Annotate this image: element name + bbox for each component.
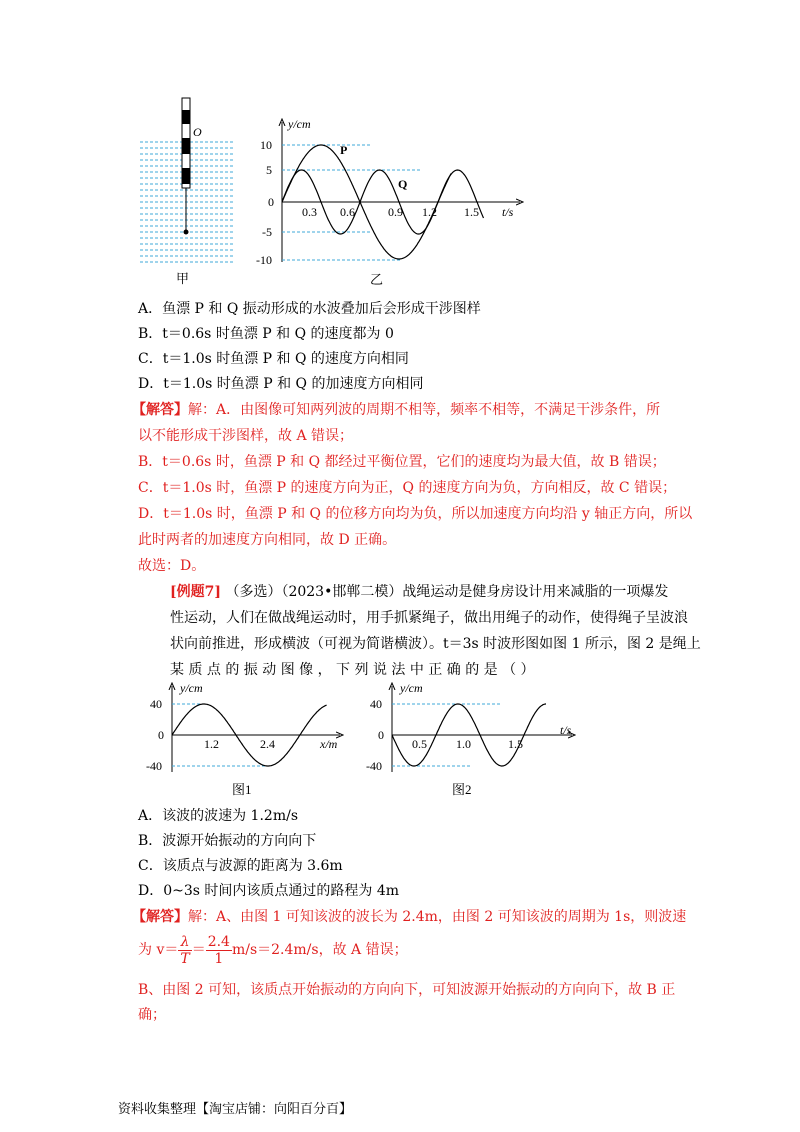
example7-text-1: （多选）（2023•邯郸二模）战绳运动是健身房设计用来减脂的一项爆发 (225, 584, 669, 600)
fig2-caption: 图2 (452, 782, 472, 797)
y-tick-neg5: -5 (262, 225, 272, 239)
y-tick-10: 10 (260, 138, 272, 152)
fig2-axis-t-label: t/s (560, 723, 572, 737)
y-tick-0: 0 (268, 195, 274, 209)
fig1-x-tick-1.2: 1.2 (204, 737, 219, 751)
fig1-y-tick-0: 0 (158, 728, 164, 742)
answer-1-line-4: C．t＝1.0s 时，鱼漂 P 的速度方向为正，Q 的速度方向为负，方向相反，故 C 错误； (138, 480, 677, 496)
label-q: Q (398, 177, 408, 191)
figure-jia-label: 甲 (176, 271, 190, 286)
option-2b: B．波源开始振动的方向向下 (138, 833, 317, 849)
answer-1-tag: 【解答】 (132, 402, 188, 418)
fig2-t-tick-1.0: 1.0 (456, 737, 471, 751)
example7-line-1 (170, 582, 668, 602)
fig1-axis-x-label: x/m (320, 737, 338, 751)
answer-2-line-2 (138, 932, 408, 968)
fig1-y-tick-neg40: -40 (146, 759, 162, 773)
fig2-y-tick-0: 0 (378, 728, 384, 742)
figure-2 (360, 678, 590, 800)
t-tick-0.9: 0.9 (388, 205, 403, 219)
answer-1-line-3: B．t＝0.6s 时，鱼漂 P 和 Q 都经过平衡位置，它们的速度均为最大值，故 B 错误； (138, 454, 666, 470)
float-icon (182, 98, 190, 235)
answer-1-line-7: 故选：D。 (138, 558, 206, 574)
fig2-y-tick-neg40: -40 (366, 759, 382, 773)
y-tick-neg10: -10 (256, 253, 272, 267)
frac2-num: 2.4 (207, 933, 230, 950)
t-tick-1.5: 1.5 (464, 205, 479, 219)
option-1c: C．t＝1.0s 时鱼漂 P 和 Q 的速度方向相同 (138, 351, 409, 367)
figure-jia (138, 96, 238, 286)
answer-2-v-suffix: m/s＝2.4m/s，故 A 错误； (231, 942, 408, 958)
axis-y-label: y/cm (288, 117, 311, 131)
fig1-axis-y-label: y/cm (180, 681, 203, 695)
answer-2-v-prefix: 为 v＝ (138, 942, 179, 958)
answer-2-text-1: 解：A、由图 1 可知该波的波长为 2.4m，由图 2 可知该波的周期为 1s，则波速 (188, 909, 687, 925)
fig1-caption: 图1 (232, 782, 252, 797)
figure-yi-label: 乙 (370, 272, 384, 287)
fig1-y-tick-40: 40 (150, 697, 162, 711)
fraction-lambda-over-t (178, 934, 191, 967)
label-p: P (340, 143, 348, 157)
option-2d: D．0~3s 时间内该质点通过的路程为 4m (138, 883, 400, 899)
t-tick-1.2: 1.2 (422, 205, 437, 219)
figure-yi (252, 112, 532, 288)
fig2-t-tick-0.5: 0.5 (412, 737, 427, 751)
example7-line-3: 状向前推进，形成横波（可视为简谐横波）。t＝3s 时波形图如图 1 所示，图 2 是绳上 (170, 636, 701, 652)
answer-2-line-3: B、由图 2 可知，该质点开始振动的方向向下，可知波源开始振动的方向向下，故 B 正 (138, 982, 676, 998)
axis-t-label: t/s (502, 205, 514, 219)
t-tick-0.6: 0.6 (340, 205, 355, 219)
example7-line-2: 性运动，人们在做战绳运动时，用手抓紧绳子，做出用绳子的动作，使得绳子呈波浪 (170, 610, 688, 626)
example7-tag: [例题7] (170, 584, 221, 600)
answer-2-eq: ＝ (191, 942, 206, 958)
fig2-y-tick-40: 40 (370, 697, 382, 711)
answer-2-line-4: 确； (138, 1007, 166, 1023)
option-2a: A．该波的波速为 1.2m/s (138, 808, 299, 824)
answer-2-line-1 (132, 907, 686, 927)
answer-1-line-1 (132, 400, 660, 420)
fig2-t-tick-1.5: 1.5 (508, 737, 523, 751)
fraction-2.4-over-1 (206, 934, 232, 967)
float-label-o: O (193, 125, 202, 139)
fig2-axis-y-label: y/cm (400, 681, 423, 695)
frac1-den: T (180, 950, 190, 967)
footer-source: 资料收集整理【淘宝店铺：向阳百分百】 (118, 1102, 353, 1117)
frac1-num: λ (178, 934, 191, 951)
answer-1-text-1: 解：A．由图像可知两列波的周期不相等，频率不相等，不满足干涉条件，所 (188, 402, 661, 418)
y-tick-5: 5 (266, 163, 272, 177)
option-2c: C．该质点与波源的距离为 3.6m (138, 858, 343, 874)
fig1-x-tick-2.4: 2.4 (260, 737, 275, 751)
example7-line-4: 某 质 点 的 振 动 图 像 ， 下 列 说 法 中 正 确 的 是 （ ） (170, 662, 535, 678)
answer-2-tag: 【解答】 (132, 909, 188, 925)
answer-1-line-5: D．t＝1.0s 时，鱼漂 P 和 Q 的位移方向均为负，所以加速度方向均沿 y 轴正方向，所以 (138, 506, 693, 522)
option-1d: D．t＝1.0s 时鱼漂 P 和 Q 的加速度方向相同 (138, 376, 424, 392)
t-tick-0.3: 0.3 (302, 205, 317, 219)
figure-1 (140, 678, 350, 800)
answer-1-line-2: 以不能形成干涉图样，故 A 错误； (138, 428, 354, 444)
answer-1-line-6: 此时两者的加速度方向相同，故 D 正确。 (138, 532, 397, 548)
option-1a: A．鱼漂 P 和 Q 振动形成的水波叠加后会形成干涉图样 (138, 301, 481, 317)
option-1b: B．t＝0.6s 时鱼漂 P 和 Q 的速度都为 0 (138, 326, 394, 342)
frac2-den: 1 (214, 950, 224, 967)
